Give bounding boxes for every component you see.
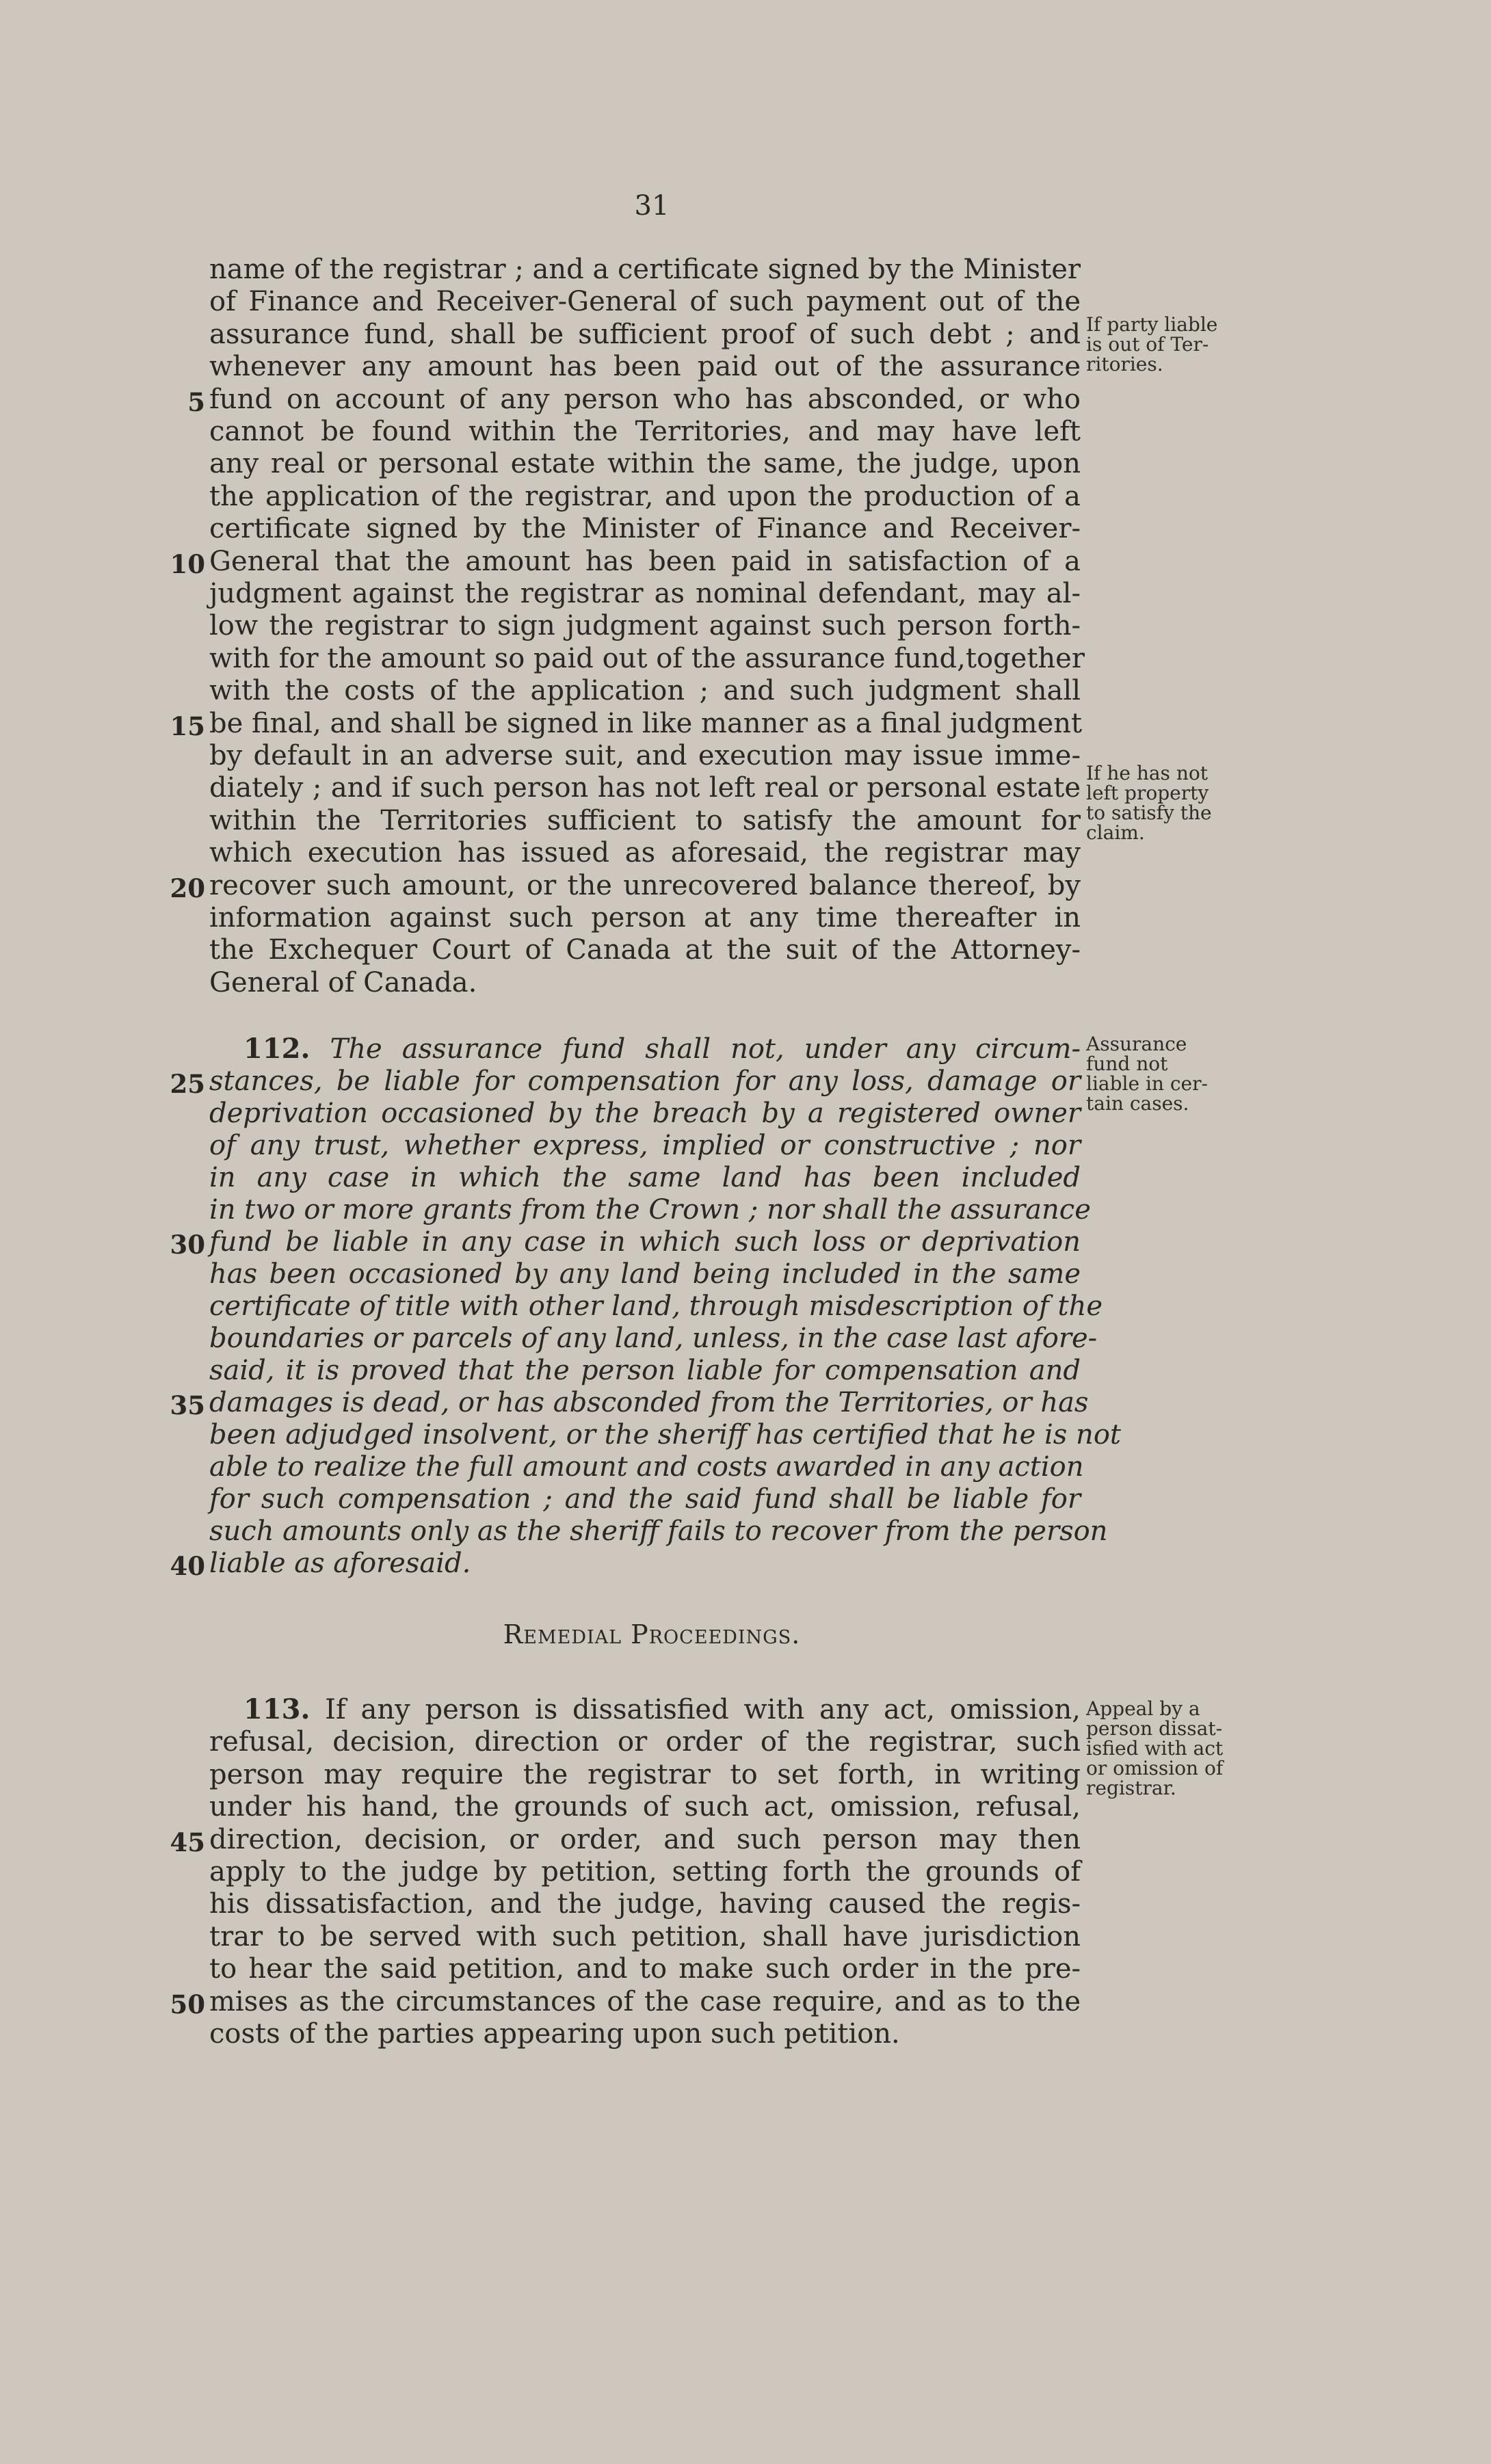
line-text: fund on account of any person who has absconded, or who — [209, 383, 1081, 415]
text-line — [0, 836, 1491, 869]
line-text: General of Canada. — [209, 966, 477, 998]
text-line — [0, 577, 1491, 610]
line-text: stances, be liable for compensation for any loss, damage or — [209, 1065, 1081, 1097]
line-text: under his hand, the grounds of such act, omission, refusal, — [209, 1791, 1081, 1823]
text-line — [0, 318, 1491, 351]
text-line — [0, 1418, 1491, 1451]
margin-note-line: liable in cer- — [1086, 1072, 1208, 1095]
margin-note-line: to satisfy the — [1086, 802, 1212, 824]
margin-note-appeal — [1086, 1699, 1254, 1798]
text-line — [0, 1258, 1491, 1290]
margin-note-line: registrar. — [1086, 1777, 1176, 1799]
line-text: judgment against the registrar as nominal defendant, may al- — [209, 578, 1081, 609]
text-line — [0, 1823, 1491, 1856]
section-number: 113. — [243, 1693, 311, 1725]
line-text: costs of the parties appearing upon such petition. — [209, 2018, 900, 2050]
margin-note-line: or omission of — [1086, 1757, 1224, 1779]
text-line — [0, 1920, 1491, 1953]
line-text: information against such person at any time thereafter in — [209, 902, 1081, 933]
text-line — [0, 933, 1491, 966]
text-line — [0, 674, 1491, 707]
margin-note-line: claim. — [1086, 821, 1145, 844]
text-line — [0, 1985, 1491, 2018]
line-text: such amounts only as the sheriff fails to recover from the person — [209, 1515, 1108, 1547]
margin-note-line: fund not — [1086, 1052, 1168, 1075]
margin-note-line: person dissat- — [1086, 1717, 1223, 1740]
line-text: boundaries or parcels of any land, unless, in the case last afore- — [209, 1323, 1098, 1354]
text-line — [0, 1758, 1491, 1791]
text-line — [0, 1386, 1491, 1419]
text-line — [0, 1161, 1491, 1194]
line-text: damages is dead, or has absconded from the Territories, or has — [209, 1387, 1089, 1418]
text-line — [0, 1790, 1491, 1823]
line-text: the Exchequer Court of Canada at the suit of the Attorney- — [209, 934, 1081, 966]
text-line — [0, 1515, 1491, 1548]
line-text: apply to the judge by petition, setting forth the grounds of — [209, 1856, 1081, 1887]
line-text: any real or personal estate within the same, the judge, upon — [209, 448, 1081, 480]
text-line — [0, 1129, 1491, 1162]
text-line — [0, 1855, 1491, 1888]
section-heading: Remedial Proceedings. — [503, 1619, 801, 1650]
page-number: 31 — [634, 190, 670, 222]
line-body: The assurance fund shall not, under any circum- — [330, 1033, 1081, 1065]
text-line — [0, 383, 1491, 416]
text-line — [0, 415, 1491, 448]
margin-note-line: is out of Ter- — [1086, 333, 1209, 356]
line-text: person may require the registrar to set forth, in writing — [209, 1758, 1081, 1790]
text-line — [0, 480, 1491, 513]
text-line — [0, 1887, 1491, 1920]
line-text: been adjudged insolvent, or the sheriff has certified that he is not — [209, 1419, 1121, 1450]
margin-note-fund-not-liable — [1086, 1034, 1254, 1113]
line-text: recover such amount, or the unrecovered balance thereof, by — [209, 869, 1081, 901]
text-line — [0, 1065, 1491, 1098]
text-line — [0, 1033, 1491, 1065]
line-text: name of the registrar ; and a certificate signed by the Minister — [209, 254, 1081, 285]
line-text — [243, 1693, 1081, 1726]
line-text: be final, and shall be signed in like manner as a final judgment — [209, 707, 1083, 739]
margin-note-party-out-of-territories — [1086, 315, 1254, 374]
line-text: deprivation occasioned by the breach by a registered owner — [209, 1098, 1081, 1129]
line-number: 45 — [170, 1827, 205, 1857]
line-text: fund be liable in any case in which such loss or deprivation — [209, 1226, 1081, 1258]
text-line — [0, 512, 1491, 545]
text-line — [0, 804, 1491, 837]
text-line — [0, 1547, 1491, 1580]
line-text: trar to be served with such petition, shall have jurisdiction — [209, 1920, 1081, 1952]
line-text: direction, decision, or order, and such person may then — [209, 1823, 1081, 1855]
text-line — [0, 350, 1491, 383]
line-text: in any case in which the same land has been included — [209, 1162, 1081, 1193]
text-line — [0, 1290, 1491, 1323]
line-text: of any trust, whether express, implied or constructive ; nor — [209, 1130, 1081, 1161]
text-line — [0, 869, 1491, 902]
text-line — [0, 707, 1491, 740]
line-number: 25 — [170, 1069, 205, 1099]
text-line — [0, 1097, 1491, 1130]
line-text: his dissatisfaction, and the judge, having caused the regis- — [209, 1888, 1081, 1920]
text-line — [0, 739, 1491, 772]
line-text: said, it is proved that the person liable for compensation and — [209, 1355, 1081, 1386]
line-number: 50 — [170, 1989, 205, 2019]
text-line — [0, 253, 1491, 286]
margin-note-line: Assurance — [1086, 1033, 1187, 1055]
margin-note-line: If he has not — [1086, 762, 1208, 784]
line-text: the application of the registrar, and upon the production of a — [209, 480, 1081, 512]
line-text: to hear the said petition, and to make such order in the pre- — [209, 1953, 1081, 1985]
margin-note-line: If party liable — [1086, 313, 1218, 336]
text-line — [0, 609, 1491, 642]
margin-note-line: ritories. — [1086, 353, 1163, 375]
line-text: liable as aforesaid. — [209, 1548, 471, 1579]
text-line — [0, 447, 1491, 480]
line-text: diately ; and if such person has not left real or personal estate — [209, 772, 1081, 804]
line-number: 10 — [170, 548, 205, 579]
margin-note-no-property — [1086, 763, 1254, 843]
line-text: with for the amount so paid out of the assurance fund,together — [209, 642, 1085, 674]
margin-note-line: isfied with act — [1086, 1737, 1224, 1760]
line-number: 40 — [170, 1551, 205, 1581]
line-text: able to realize the full amount and costs awarded in any action — [209, 1451, 1084, 1483]
margin-note-line: tain cases. — [1086, 1092, 1189, 1115]
line-number: 15 — [170, 711, 205, 741]
text-line — [0, 771, 1491, 804]
line-text: low the registrar to sign judgment against such person forth- — [209, 610, 1081, 642]
line-text: within the Territories sufficient to satisfy the amount for — [209, 804, 1081, 836]
text-line — [0, 642, 1491, 675]
line-text: with the costs of the application ; and such judgment shall — [209, 675, 1081, 707]
line-number: 30 — [170, 1230, 205, 1260]
line-text: certificate of title with other land, through misdescription of the — [209, 1290, 1103, 1322]
text-line — [0, 966, 1491, 999]
line-text: mises as the circumstances of the case require, and as to the — [209, 1985, 1081, 2017]
text-line — [0, 545, 1491, 578]
line-text: for such compensation ; and the said fund shall be liable for — [209, 1483, 1081, 1515]
text-line — [0, 901, 1491, 934]
line-text: has been occasioned by any land being included in the same — [209, 1258, 1081, 1290]
margin-note-line: left property — [1086, 782, 1209, 804]
text-line — [0, 1193, 1491, 1226]
text-line — [0, 1322, 1491, 1355]
text-line — [0, 2017, 1491, 2050]
section-number: 112. — [243, 1033, 311, 1065]
line-number: 35 — [170, 1390, 205, 1420]
text-line — [0, 1354, 1491, 1387]
line-number: 5 — [187, 386, 205, 417]
line-text: whenever any amount has been paid out of the assurance — [209, 351, 1081, 383]
text-line — [0, 1693, 1491, 1726]
line-text: refusal, decision, direction or order of the registrar, such — [209, 1726, 1081, 1758]
line-text: General that the amount has been paid in satisfaction of a — [209, 545, 1081, 577]
text-line — [0, 1725, 1491, 1758]
text-line — [0, 1483, 1491, 1515]
line-text: cannot be found within the Territories, and may have left — [209, 416, 1081, 447]
text-line — [0, 285, 1491, 318]
line-number: 20 — [170, 873, 205, 903]
line-text — [243, 1033, 1081, 1065]
line-text: assurance fund, shall be sufficient proof of such debt ; and — [209, 318, 1081, 350]
text-line — [0, 1952, 1491, 1985]
line-text: by default in an adverse suit, and execution may issue imme- — [209, 740, 1081, 771]
line-body: If any person is dissatisfied with any act, omission, — [325, 1694, 1081, 1725]
text-line — [0, 1450, 1491, 1483]
line-text: certificate signed by the Minister of Finance and Receiver- — [209, 513, 1081, 545]
line-text: of Finance and Receiver-General of such payment out of the — [209, 286, 1081, 318]
margin-note-line: Appeal by a — [1086, 1697, 1200, 1720]
text-line — [0, 1226, 1491, 1258]
line-text: which execution has issued as aforesaid, the registrar may — [209, 837, 1081, 869]
line-text: in two or more grants from the Crown ; nor shall the assurance — [209, 1194, 1091, 1226]
